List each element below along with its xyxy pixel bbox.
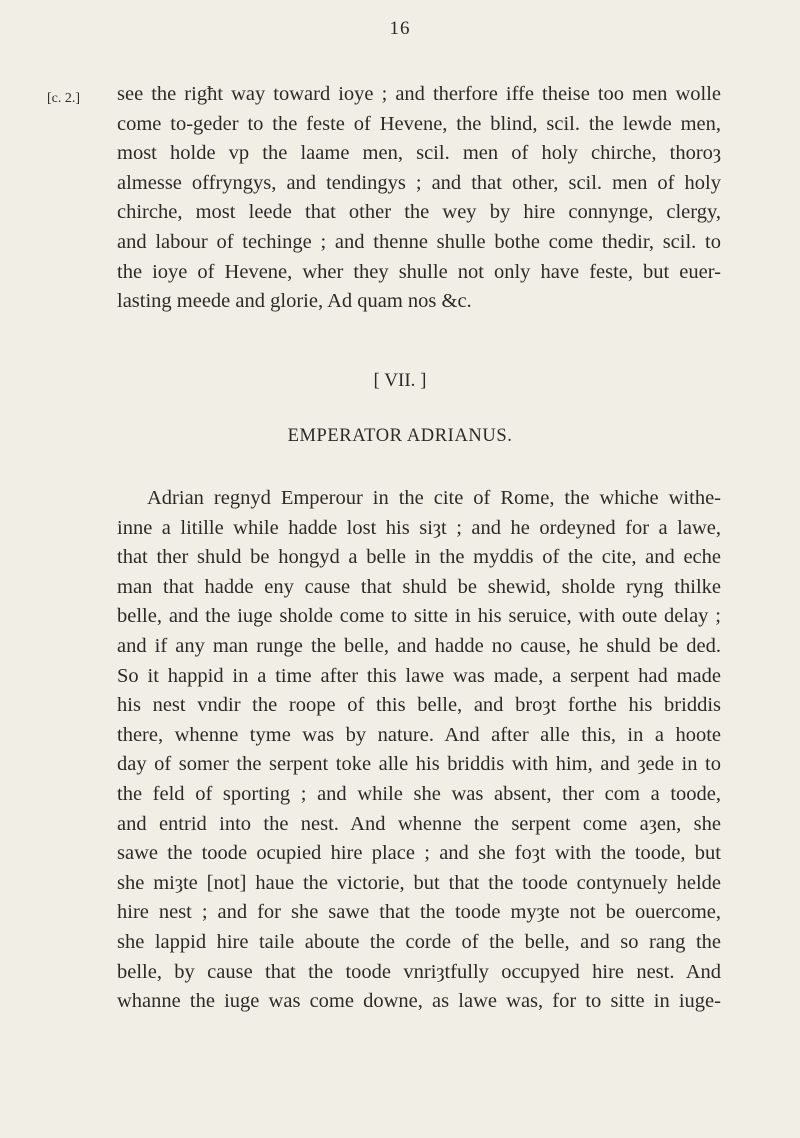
text-line: belle, by cause that the toode vnriȝtfully occupyed hire nest. And bbox=[117, 960, 721, 983]
text-line: hire nest ; and for she sawe that the toode myȝte not be ouercome, bbox=[117, 901, 721, 924]
text-line: day of somer the serpent toke alle his briddis with him, and ȝede in to bbox=[117, 753, 721, 776]
text-line: there, whenne tyme was by nature. And after alle this, in a hoote bbox=[117, 723, 721, 746]
text-line: most holde vp the laame men, scil. men of holy chirche, thoroȝ bbox=[117, 142, 721, 165]
text-line: that ther shuld be hongyd a belle in the myddis of the cite, and eche bbox=[117, 546, 721, 569]
text-line: man that hadde eny cause that shuld be shewid, sholde ryng thilke bbox=[117, 575, 721, 598]
text-line: the feld of sporting ; and while she was absent, ther com a toode, bbox=[117, 782, 721, 805]
text-line: the ioye of Hevene, wher they shulle not only have feste, but euer- bbox=[117, 260, 721, 283]
text-line: and if any man runge the belle, and hadde no cause, he shuld be ded. bbox=[117, 634, 721, 657]
text-line: come to-geder to the feste of Hevene, the blind, scil. the lewde men, bbox=[117, 112, 721, 135]
text-line: his nest vndir the roope of this belle, and broȝt forthe his briddis bbox=[117, 694, 721, 717]
text-line: almesse offryngys, and tendingys ; and that other, scil. men of holy bbox=[117, 171, 721, 194]
section-title: EMPERATOR ADRIANUS. bbox=[287, 426, 513, 446]
text-line: inne a litille while hadde lost his siȝt ; and he ordeyned for a lawe, bbox=[117, 516, 721, 539]
text-line: So it happid in a time after this lawe was made, a serpent had made bbox=[117, 664, 721, 687]
paragraph-2 bbox=[117, 484, 721, 1017]
text-line: and entrid into the nest. And whenne the serpent come aȝen, she bbox=[117, 812, 721, 835]
text-line: Adrian regnyd Emperour in the cite of Rome, the whiche withe- bbox=[147, 487, 721, 509]
text-line: chirche, most leede that other the wey by hire connynge, clergy, bbox=[117, 201, 721, 224]
chapter-reference: [c. 2.] bbox=[47, 91, 81, 106]
text-line: see the rigħt way toward ioye ; and therfore iffe theise too men wolle bbox=[117, 83, 721, 105]
text-line: she miȝte [not] haue the victorie, but that the toode contynuely helde bbox=[117, 871, 721, 894]
text-line: whanne the iuge was come downe, as lawe was, for to sitte in iuge- bbox=[117, 990, 721, 1013]
text-line: sawe the toode ocupied hire place ; and she foȝt with the toode, but bbox=[117, 842, 721, 865]
page-number: 16 bbox=[389, 18, 411, 39]
text-line: belle, and the iuge sholde come to sitte in his seruice, with oute delay ; bbox=[117, 605, 721, 628]
paragraph-1 bbox=[117, 80, 721, 317]
text-line: she lappid hire taile aboute the corde of the belle, and so rang the bbox=[117, 930, 721, 953]
text-line: lasting meede and glorie, Ad quam nos &c. bbox=[117, 290, 472, 313]
section-number: [ VII. ] bbox=[373, 370, 427, 391]
text-line: and labour of techinge ; and thenne shulle bothe come thedir, scil. to bbox=[117, 230, 721, 253]
